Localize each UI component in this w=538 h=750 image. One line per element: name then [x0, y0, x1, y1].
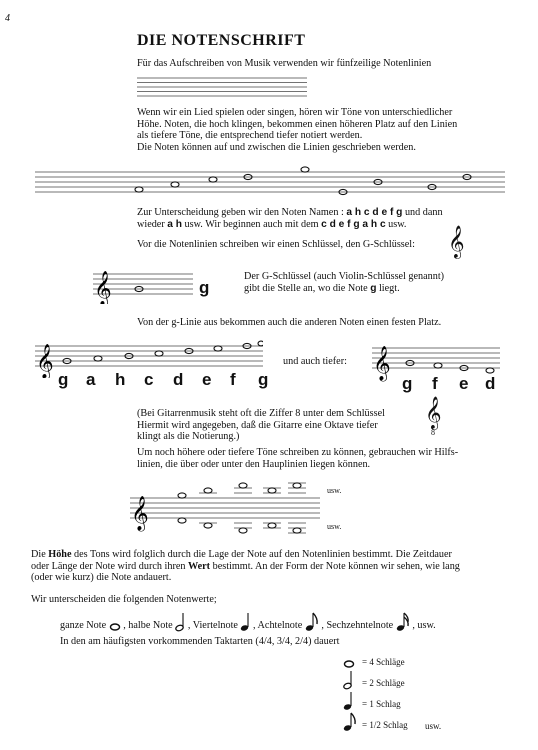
note-letters: a h c d e f g — [346, 207, 403, 218]
whole-note — [178, 518, 186, 523]
text-line: bestimmt. An der Form der Note können wir sehen, wie lang — [210, 560, 460, 572]
note-letter: g — [258, 370, 269, 389]
text-line: liegt. — [378, 282, 400, 294]
text-line: gibt die Stelle an, wo die Note — [244, 282, 368, 294]
whole-note — [293, 528, 301, 533]
ledger-staff — [130, 478, 350, 536]
g-clef-icon: 𝄞 — [94, 272, 112, 304]
clef-intro: Vor die Notenlinien schreiben wir einen Schlüssel, den G-Schlüssel: — [137, 239, 415, 250]
whole-note — [293, 483, 301, 488]
note-letter-g: g — [199, 278, 210, 297]
g-clef-icon: 𝄞 — [131, 497, 149, 530]
text-line: und dann — [404, 207, 443, 218]
note-letter: g — [58, 370, 69, 389]
empty-staff — [137, 76, 307, 98]
notenwerte-intro: Wir unterscheiden die folgenden Notenwerte; — [31, 594, 217, 605]
text-line: (Bei Gitarrenmusik steht oft die Ziffer 8 unter dem Schlüssel — [137, 408, 385, 419]
text-line: usw. — [388, 219, 407, 230]
text-line: Zur Unterscheidung geben wir den Noten Namen : — [137, 207, 344, 218]
note-letters: c d e f g a h c — [321, 219, 386, 230]
note-letters: a h — [167, 219, 182, 230]
note-value-label: , usw. — [412, 620, 436, 631]
note-value-label: , Sechzehntelnote — [321, 620, 394, 631]
whole-note — [171, 182, 179, 187]
bold-term: Wert — [188, 560, 211, 572]
eighth-note-icon — [343, 712, 357, 732]
und-auch-text: und auch tiefer: — [283, 356, 347, 367]
text-line: wieder — [137, 219, 165, 230]
text-line: Hiermit wird angegeben, daß die Gitarre eine Oktave tiefer — [137, 419, 378, 431]
whole-note — [268, 523, 276, 528]
note-letter: d — [485, 374, 496, 393]
whole-note — [301, 167, 309, 172]
text-line: Um noch höhere oder tiefere Töne schreiben zu können, gebrauchen wir Hilfs- — [137, 447, 459, 458]
bold-term: Höhe — [48, 549, 72, 560]
usw-label: usw. — [327, 522, 342, 531]
text-line: klingt als die Notierung.) — [137, 431, 240, 443]
whole-note — [155, 351, 163, 356]
note-value-label: ganze Note — [60, 620, 107, 631]
whole-note — [239, 528, 247, 533]
page-number: 4 — [5, 13, 10, 24]
intro-text: Für das Aufschreiben von Musik verwenden wir fünfzeilige Notenlinien — [137, 58, 432, 69]
text-line: als tiefere Töne, die entsprechend tiefer notiert werden. — [137, 130, 363, 142]
whole-note — [135, 187, 143, 192]
whole-note — [204, 488, 212, 493]
note-letter: e — [202, 370, 212, 389]
duration-value: = 2 Schläge — [362, 678, 405, 688]
note-value-label: , Viertelnote — [187, 620, 238, 631]
whole-note — [204, 523, 212, 528]
text-line: (oder wie kurz) die Note andauert. — [31, 572, 172, 584]
whole-note — [434, 363, 442, 368]
whole-note — [239, 483, 247, 488]
g-clef-icon: 𝄞 — [425, 398, 442, 429]
whole-note — [268, 488, 276, 493]
page-title: DIE NOTENSCHRIFT — [137, 32, 306, 49]
paragraph-pitch — [137, 107, 457, 153]
sixteenth-note-icon — [396, 612, 410, 632]
text-line: Höhe. Noten, die hoch klingen, bekommen einen höheren Platz auf den Linien — [137, 118, 458, 130]
whole-note-icon — [343, 659, 355, 669]
note-letter: f — [432, 374, 438, 393]
quarter-note-icon — [240, 612, 250, 632]
text-line: des Tons wird folglich durch die Lage der Note auf den Notenlinien bestimmt. Die Zeitdauer — [71, 549, 452, 560]
usw-label: usw. — [327, 486, 342, 495]
g-line-text: Von der g-Linie aus bekommen auch die anderen Noten einen festen Platz. — [137, 317, 442, 328]
g-clef-icon: 𝄞 — [36, 345, 54, 378]
hoehe-paragraph — [31, 549, 460, 584]
whole-note — [94, 356, 102, 361]
text-line: usw. Wir beginnen auch mit dem — [184, 219, 319, 230]
note-letter: c — [144, 370, 154, 389]
note-value-label: , Achtelnote — [253, 620, 303, 631]
text-line: oder Länge der Note wird durch ihren — [31, 560, 188, 572]
guitar-note-text — [137, 408, 385, 443]
whole-note — [178, 493, 186, 498]
duration-value: = 1 Schlag — [362, 699, 401, 709]
taktarten-text: In den am häufigsten vorkommenden Taktarten (4/4, 3/4, 2/4) dauert — [60, 636, 340, 647]
note-value-label: , halbe Note — [123, 620, 173, 631]
note-letter: h — [115, 370, 126, 389]
whole-note — [209, 177, 217, 182]
note-letter: d — [173, 370, 184, 389]
g-clef-staff — [93, 268, 193, 304]
text-line: Die — [31, 549, 49, 560]
whole-note — [258, 341, 263, 346]
g-clef-icon: 𝄞 — [373, 347, 391, 380]
text-line: Der G-Schlüssel (auch Violin-Schlüssel genannt) — [244, 271, 445, 282]
duration-value: = 4 Schläge — [362, 657, 405, 667]
g-clef-explanation — [244, 271, 444, 294]
notenwerte-row — [60, 612, 436, 634]
eighth-note-icon — [305, 612, 319, 632]
note-letter: g — [370, 282, 377, 294]
note-letter: e — [459, 374, 469, 393]
text-line: Die Noten können auf und zwischen die Linien geschrieben werden. — [137, 141, 416, 153]
note-names-line-1 — [137, 207, 443, 219]
note-letter: g — [402, 374, 413, 393]
octave-digit: 8 — [431, 428, 435, 437]
notes-staff — [35, 166, 505, 200]
note-names-line-2 — [137, 219, 406, 231]
note-letter: a — [86, 370, 96, 389]
g-clef-icon: 𝄞 — [448, 227, 465, 258]
duration-value: = 1/2 Schlag — [362, 720, 408, 730]
whole-note — [486, 368, 494, 373]
whole-note-icon — [109, 622, 121, 632]
usw-label: usw. — [425, 721, 442, 731]
text-line: Wenn wir ein Lied spielen oder singen, hören wir Töne von unterschiedlicher — [137, 107, 453, 118]
half-note-icon — [343, 670, 353, 690]
note-letter: f — [230, 370, 236, 389]
text-line: linien, die über oder unter den Hauplinien liegen können. — [137, 458, 371, 470]
whole-note — [214, 346, 222, 351]
quarter-note-icon — [343, 691, 353, 711]
ledger-text — [137, 447, 458, 470]
half-note-icon — [175, 612, 185, 632]
